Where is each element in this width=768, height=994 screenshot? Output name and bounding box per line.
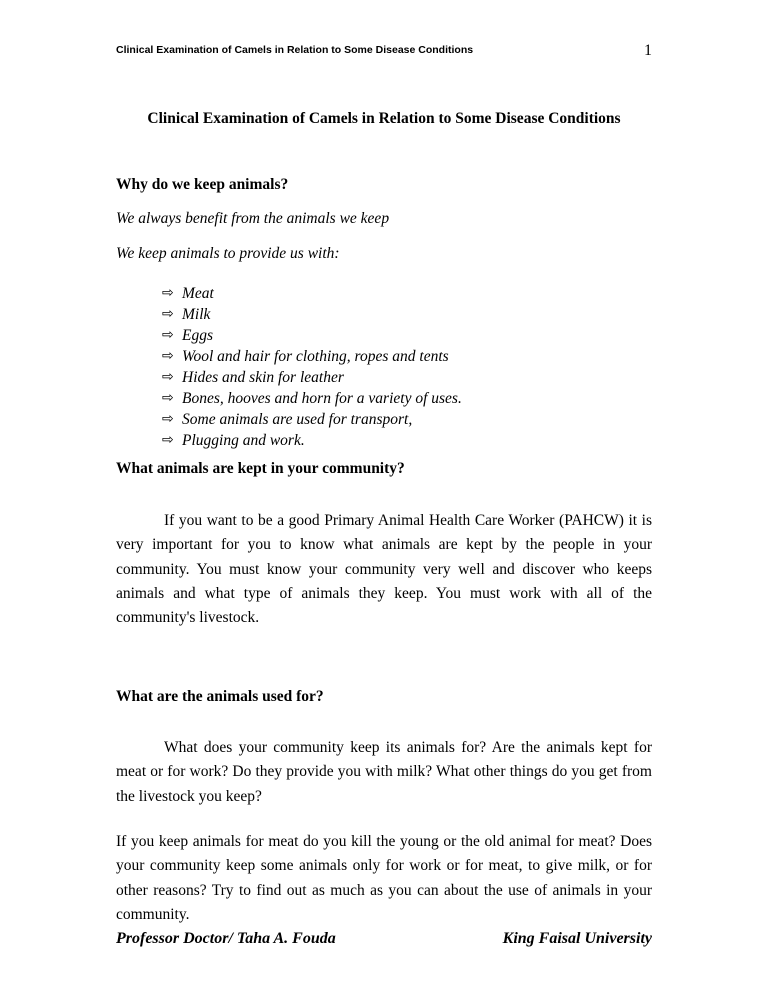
uses-list: [162, 283, 462, 451]
right-arrow-icon: ⇨: [162, 285, 174, 301]
right-arrow-icon: ⇨: [162, 369, 174, 385]
intro-line-provide: We keep animals to provide us with:: [116, 245, 340, 262]
running-header-title: Clinical Examination of Camels in Relation to Some Disease Conditions: [116, 44, 474, 56]
list-item: ⇨ Eggs: [162, 327, 213, 344]
paragraph-animals-used-2: If you keep animals for meat do you kill the young or the old animal for meat? Does your community keep some animals only for work or for meat, to give milk, or for other reasons? Try to find out as much as you can about the use of animals in your community.: [116, 833, 652, 923]
section-heading-animals-kept: What animals are kept in your community?: [116, 460, 405, 477]
right-arrow-icon: ⇨: [162, 348, 174, 364]
right-arrow-icon: ⇨: [162, 411, 174, 427]
list-item: ⇨ Wool and hair for clothing, ropes and tents: [162, 348, 449, 365]
list-item: ⇨ Bones, hooves and horn for a variety of uses.: [162, 390, 462, 407]
section-heading-why-keep-animals: Why do we keep animals?: [116, 176, 289, 193]
list-item: ⇨ Plugging and work.: [162, 432, 305, 449]
document-title: Clinical Examination of Camels in Relation to Some Disease Conditions: [147, 110, 621, 127]
section-heading-animals-used: What are the animals used for?: [116, 688, 324, 705]
footer-institution: King Faisal University: [502, 930, 652, 947]
right-arrow-icon: ⇨: [162, 306, 174, 322]
right-arrow-icon: ⇨: [162, 327, 174, 343]
list-item: ⇨ Meat: [162, 285, 214, 302]
list-item: ⇨ Hides and skin for leather: [162, 369, 344, 386]
page-number: 1: [644, 42, 652, 59]
right-arrow-icon: ⇨: [162, 432, 174, 448]
list-item: ⇨ Some animals are used for transport,: [162, 411, 413, 428]
right-arrow-icon: ⇨: [162, 390, 174, 406]
intro-line-benefit: We always benefit from the animals we keep: [116, 210, 390, 227]
list-item: ⇨ Milk: [162, 306, 211, 323]
paragraph-animals-used-1: What does your community keep its animals for? Are the animals kept for meat or for work? Do they provide you with milk? What other things do you get from the livestock you keep?: [116, 739, 652, 805]
paragraph-animals-kept: If you want to be a good Primary Animal Health Care Worker (PAHCW) it is very important for you to know what animals are kept by the people in your community. You must know your community very well and discover who keeps animals and what type of animals they keep. You must work with all of the community's livestock.: [116, 512, 652, 627]
footer-author: Professor Doctor/ Taha A. Fouda: [116, 930, 336, 947]
